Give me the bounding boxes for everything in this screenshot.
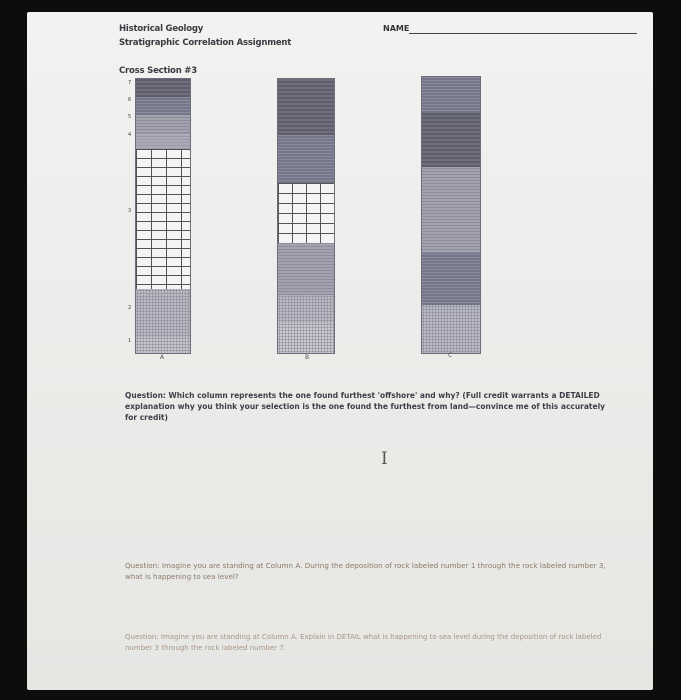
layer-number-1: 1 — [128, 338, 132, 344]
question-sea-level-1-3: Question: Imagine you are standing at Column A. During the deposition of rock labeled number 1 through the rock labeled number 3, what is happening to sea level? — [125, 561, 606, 581]
stratigraphic-column-b — [277, 78, 335, 354]
layer-number-5: 5 — [128, 114, 132, 120]
layer-a6 — [136, 97, 190, 115]
name-label: NAME — [383, 24, 410, 33]
layer-b-dark-top — [278, 79, 334, 135]
layer-number-2: 2 — [128, 305, 132, 311]
layer-a1 — [136, 337, 190, 353]
layer-b-sandstone — [278, 295, 334, 323]
layer-number-7: 7 — [128, 80, 132, 86]
name-blank-line — [409, 33, 637, 34]
course-title: Historical Geology — [119, 24, 204, 34]
stratigraphic-column-a — [135, 78, 191, 354]
layer-b-shale — [278, 135, 334, 183]
layer-c-dark — [422, 113, 480, 167]
column-label-a: A — [160, 354, 165, 361]
layer-a5 — [136, 115, 190, 133]
layer-c-shale — [422, 253, 480, 305]
question-sea-level-3-7: Question: Imagine you are standing at Column A. Explain in DETAIL what is happening to sea level during the deposition of rock labeled number 3 through the rock labeled number 7. — [125, 633, 602, 652]
assignment-title: Stratigraphic Correlation Assignment — [119, 38, 292, 48]
worksheet-page — [27, 12, 653, 690]
layer-a7 — [136, 79, 190, 97]
layer-number-4: 4 — [128, 132, 132, 138]
layer-b-siltstone — [278, 243, 334, 295]
layer-b-limestone — [278, 183, 334, 243]
stratigraphic-column-c — [421, 76, 481, 354]
layer-a4 — [136, 133, 190, 149]
text-cursor-icon: I — [381, 449, 388, 469]
cross-section-title: Cross Section #3 — [119, 66, 197, 76]
layer-c-sandstone — [422, 305, 480, 353]
layer-number-6: 6 — [128, 97, 132, 103]
layer-a2-sandstone — [136, 289, 190, 337]
layer-b-bottom — [278, 323, 334, 353]
column-label-b: B — [305, 354, 310, 361]
column-label-c: C — [448, 352, 453, 359]
layer-a3-limestone — [136, 149, 190, 289]
layer-number-3: 3 — [128, 208, 132, 214]
layer-c-siltstone — [422, 167, 480, 253]
layer-c-top — [422, 77, 480, 113]
question-offshore-column: Question: Which column represents the one found furthest 'offshore' and why? (Full credit warrants a DETAILED explanation why you think your selection is the one found the furthest from land—convince me of this accurately for credit) — [125, 391, 606, 422]
